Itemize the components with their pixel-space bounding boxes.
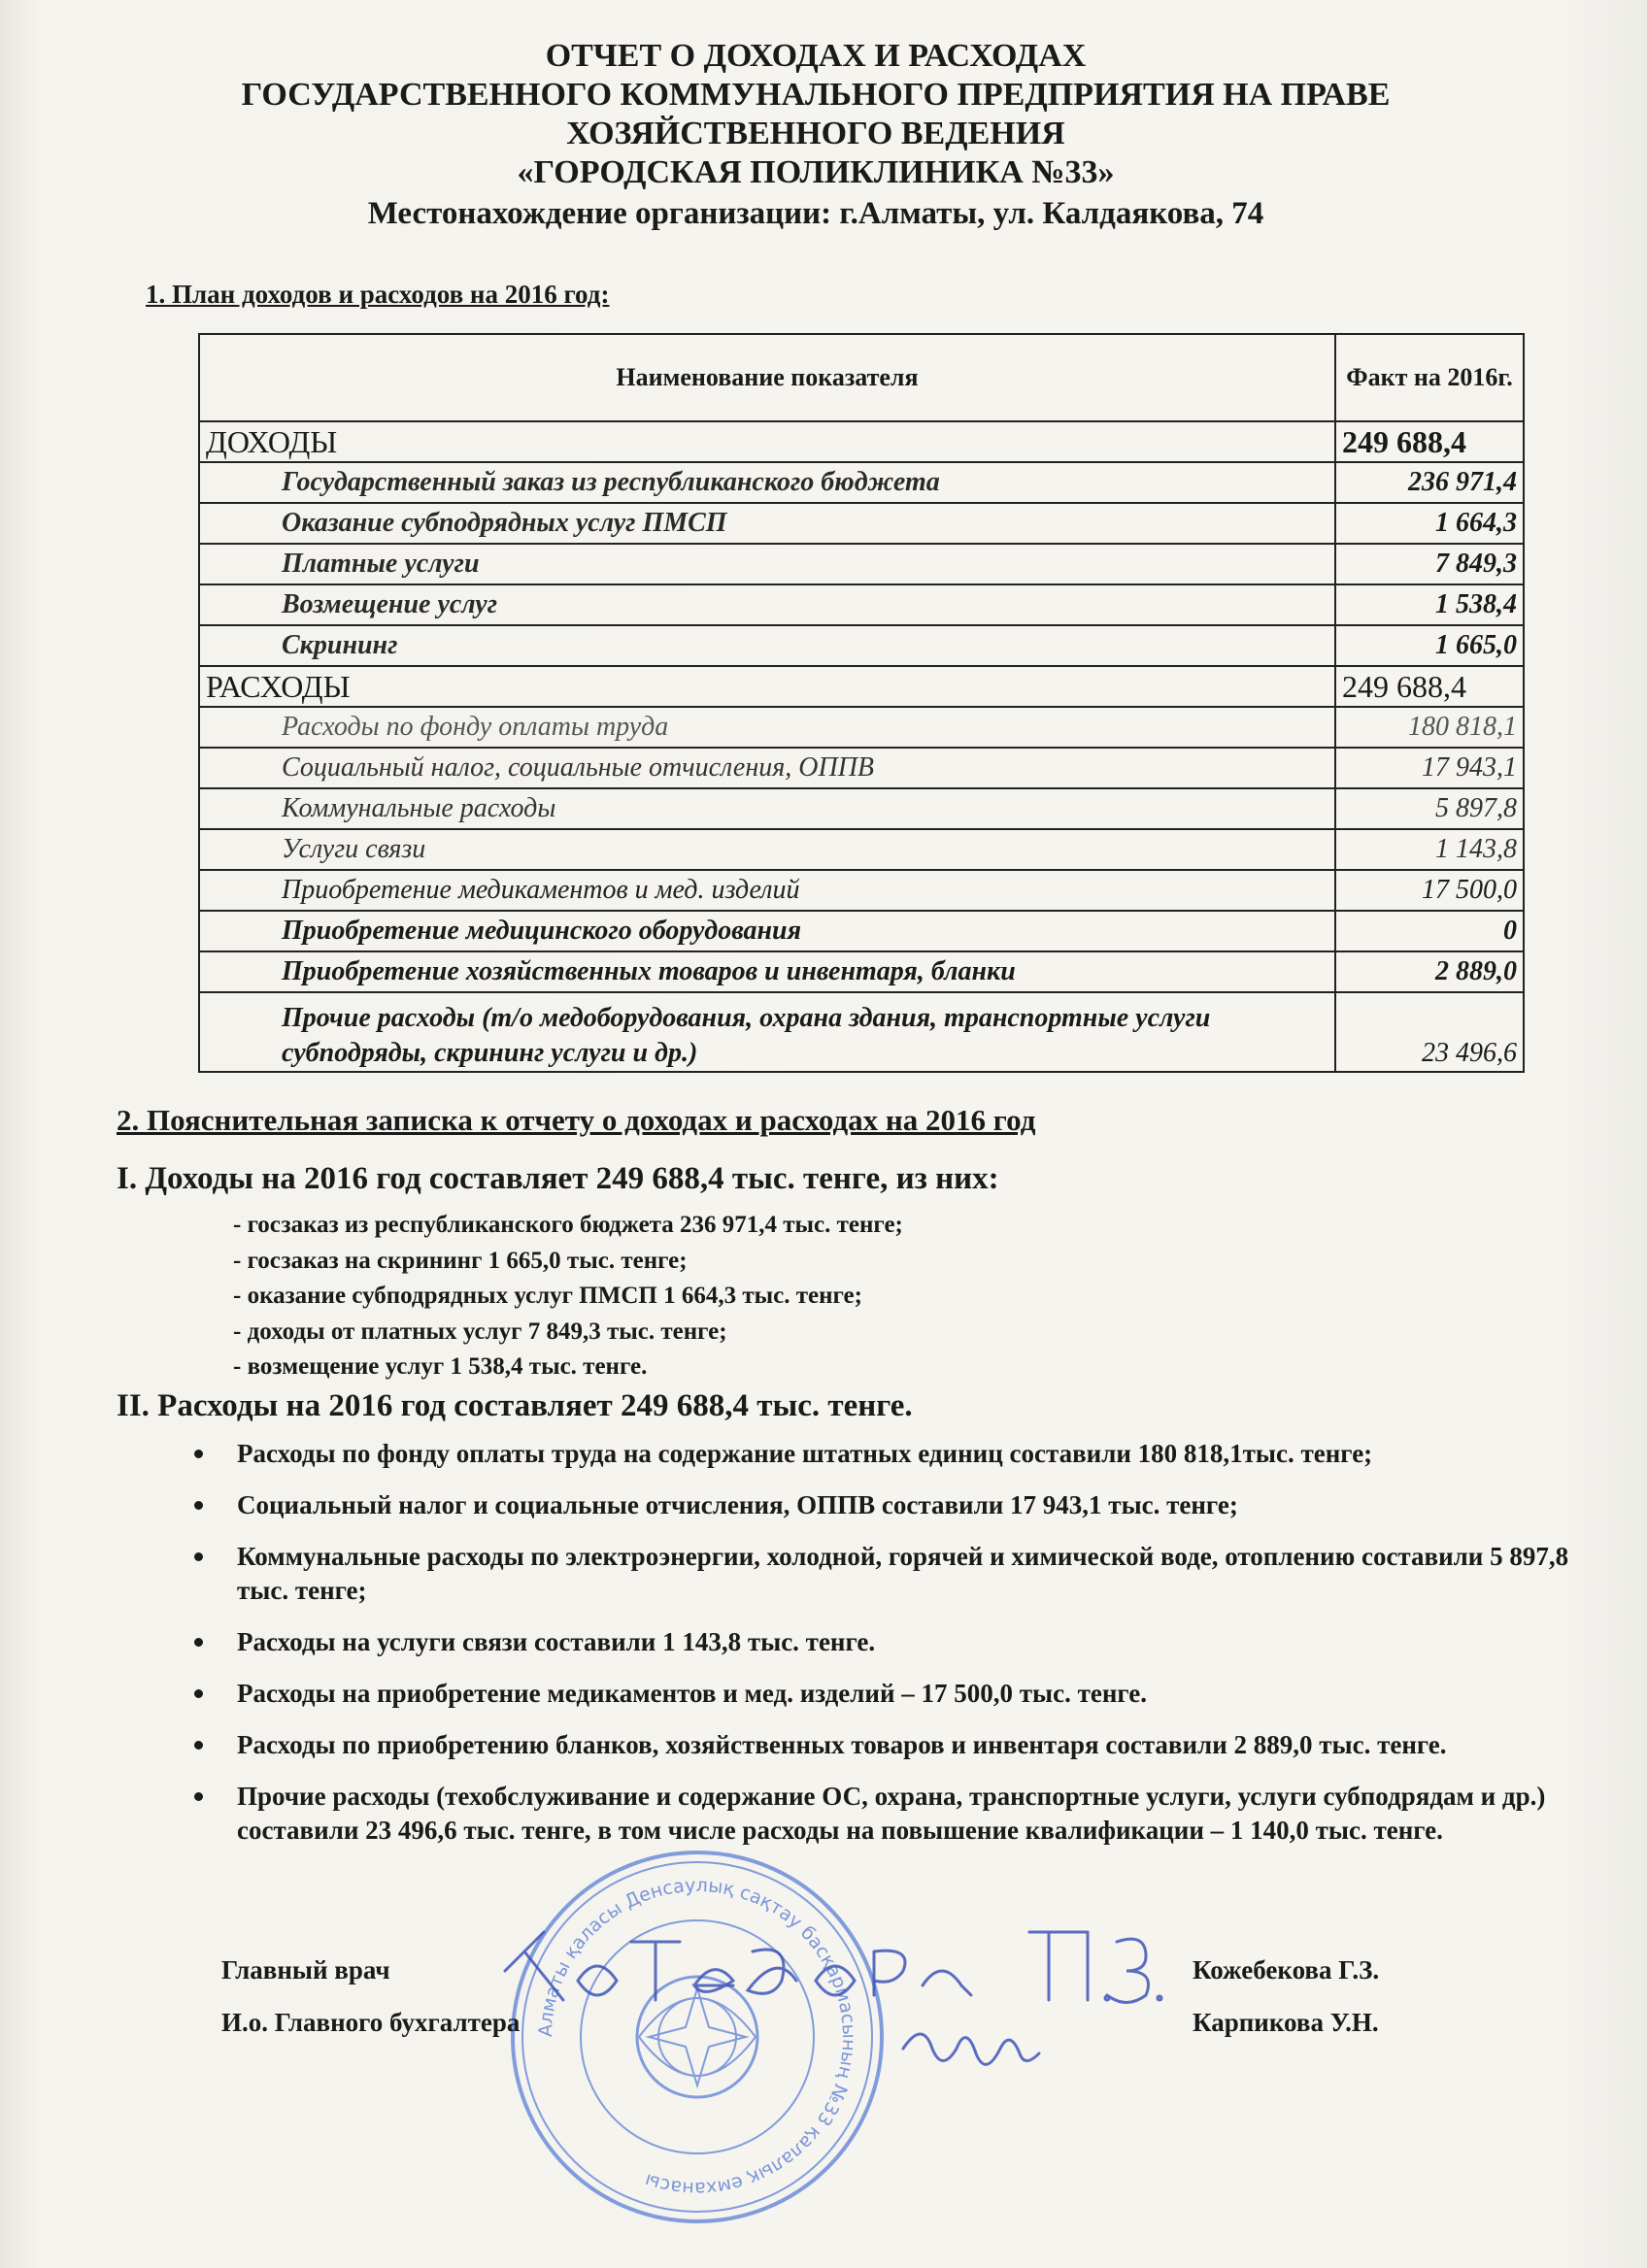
row-name: Прочие расходы (т/о медоборудования, охрана здания, транспортные услуги субподряды, скрининг услуги и др.) <box>199 992 1335 1072</box>
stamp-seal-icon <box>503 1843 891 2231</box>
table-row <box>199 584 1524 625</box>
list-item: - госзаказ на скрининг 1 665,0 тыс. тенге; <box>233 1247 688 1274</box>
row-name: Коммунальные расходы <box>199 788 1335 829</box>
report-title <box>194 37 1437 233</box>
row-value: 1 143,8 <box>1335 829 1524 870</box>
list-item: - доходы от платных услуг 7 849,3 тыс. тенге; <box>233 1317 727 1345</box>
row-name: Возмещение услуг <box>199 584 1335 625</box>
table-row <box>199 829 1524 870</box>
accountant-signature-icon <box>893 2019 1049 2078</box>
list-item-text: Расходы на услуги связи составили 1 143,8 тыс. тенге. <box>237 1627 876 1656</box>
table-row <box>199 462 1524 503</box>
table-header-row <box>199 334 1524 421</box>
column-header-value: Факт на 2016г. <box>1335 334 1524 421</box>
bullet-icon <box>194 1552 203 1561</box>
list-item <box>194 1488 1593 1522</box>
bullet-icon <box>194 1741 203 1750</box>
income-expense-table <box>198 333 1525 1073</box>
row-value: 5 897,8 <box>1335 788 1524 829</box>
table-row <box>199 870 1524 911</box>
table-row <box>199 503 1524 544</box>
bullet-icon <box>194 1501 203 1510</box>
list-item-text: Расходы по фонду оплаты труда на содержание штатных единиц составили 180 818,1тыс. тенге; <box>237 1439 1373 1468</box>
bullet-icon <box>194 1792 203 1801</box>
list-item <box>194 1728 1593 1762</box>
row-value: 2 889,0 <box>1335 951 1524 992</box>
section-2-heading: 2. Пояснительная записка к отчету о доходах и расходах на 2016 год <box>117 1103 1036 1137</box>
title-line-2: ГОСУДАРСТВЕННОГО КОММУНАЛЬНОГО ПРЕДПРИЯТИЯ НА ПРАВЕ <box>241 77 1391 113</box>
table-row <box>199 788 1524 829</box>
list-item-text: Прочие расходы (техобслуживание и содержание ОС, охрана, транспортные услуги, услуги субподрядам и др.) составили 23 496,6 тыс. тенге, в том числе расходы на повышение квалификации – 1 140,0 тыс. тенге. <box>237 1782 1546 1845</box>
stamp-text: Алматы қаласы Денсаулық сақтау басқармасының №33 қалалық емханасы <box>534 1874 860 2200</box>
list-item-text: Расходы на приобретение медикаментов и мед. изделий – 17 500,0 тыс. тенге. <box>237 1679 1148 1708</box>
income-total-value: 249 688,4 <box>1335 421 1524 462</box>
row-name: Услуги связи <box>199 829 1335 870</box>
row-value: 17 500,0 <box>1335 870 1524 911</box>
row-name: Приобретение медицинского оборудования <box>199 911 1335 951</box>
table-row <box>199 544 1524 584</box>
list-item: - возмещение услуг 1 538,4 тыс. тенге. <box>233 1353 648 1381</box>
row-name: Государственный заказ из республиканского бюджета <box>199 462 1335 503</box>
row-name: Социальный налог, социальные отчисления, ОППВ <box>199 748 1335 788</box>
list-item <box>194 1625 1593 1659</box>
table-row <box>199 625 1524 666</box>
title-line-3: ХОЗЯЙСТВЕННОГО ВЕДЕНИЯ <box>566 116 1065 151</box>
expense-summary-heading: II. Расходы на 2016 год составляет 249 688,4 тыс. тенге. <box>117 1388 913 1423</box>
accountant-name: Карпикова У.Н. <box>1193 2008 1379 2037</box>
table-row <box>199 911 1524 951</box>
column-header-name: Наименование показателя <box>199 334 1335 421</box>
list-item <box>194 1780 1593 1848</box>
row-name: Оказание субподрядных услуг ПМСП <box>199 503 1335 544</box>
handwritten-signature-icon <box>486 1913 1185 2019</box>
expense-breakdown-list <box>194 1437 1593 1865</box>
list-item: - госзаказ из республиканского бюджета 236 971,4 тыс. тенге; <box>233 1212 903 1238</box>
table-row <box>199 707 1524 748</box>
row-name: Платные услуги <box>199 544 1335 584</box>
list-item-text: Расходы по приобретению бланков, хозяйственных товаров и инвентаря составили 2 889,0 тыс. тенге. <box>237 1730 1447 1759</box>
bullet-icon <box>194 1450 203 1458</box>
row-value: 1 664,3 <box>1335 503 1524 544</box>
accountant-title: И.о. Главного бухгалтера <box>221 2008 521 2037</box>
row-name: Скрининг <box>199 625 1335 666</box>
list-item <box>194 1677 1593 1711</box>
income-label: ДОХОДЫ <box>199 421 1335 462</box>
row-value: 23 496,6 <box>1335 992 1524 1072</box>
list-item-text: Коммунальные расходы по электроэнергии, холодной, горячей и химической воде, отоплению составили 5 897,8 тыс. тенге; <box>237 1542 1569 1605</box>
title-line-4: «ГОРОДСКАЯ ПОЛИКЛИНИКА №33» <box>517 154 1115 190</box>
expense-total-row <box>199 666 1524 707</box>
list-item-text: Социальный налог и социальные отчисления, ОППВ составили 17 943,1 тыс. тенге; <box>237 1490 1238 1519</box>
row-value: 180 818,1 <box>1335 707 1524 748</box>
list-item <box>194 1540 1593 1608</box>
organization-location: Местонахождение организации: г.Алматы, ул. Калдаякова, 74 <box>367 196 1264 231</box>
row-value: 1 538,4 <box>1335 584 1524 625</box>
list-item: - оказание субподрядных услуг ПМСП 1 664,3 тыс. тенге; <box>233 1283 862 1310</box>
row-name: Расходы по фонду оплаты труда <box>199 707 1335 748</box>
chief-doctor-name: Кожебекова Г.З. <box>1193 1955 1380 1984</box>
row-value: 17 943,1 <box>1335 748 1524 788</box>
section-1-heading: 1. План доходов и расходов на 2016 год: <box>146 280 610 309</box>
row-value: 1 665,0 <box>1335 625 1524 666</box>
table-row <box>199 992 1524 1072</box>
bullet-icon <box>194 1689 203 1698</box>
title-line-1: ОТЧЕТ О ДОХОДАХ И РАСХОДАХ <box>545 38 1087 74</box>
chief-doctor-title: Главный врач <box>221 1955 390 1984</box>
bullet-icon <box>194 1638 203 1647</box>
table-row <box>199 748 1524 788</box>
expense-total-value: 249 688,4 <box>1335 666 1524 707</box>
income-breakdown-list <box>233 1208 1398 1385</box>
row-name: Приобретение медикаментов и мед. изделий <box>199 870 1335 911</box>
list-item <box>194 1437 1593 1471</box>
expense-label: РАСХОДЫ <box>199 666 1335 707</box>
row-value: 7 849,3 <box>1335 544 1524 584</box>
income-total-row <box>199 421 1524 462</box>
row-value: 236 971,4 <box>1335 462 1524 503</box>
row-value: 0 <box>1335 911 1524 951</box>
row-name: Приобретение хозяйственных товаров и инвентаря, бланки <box>199 951 1335 992</box>
table-row <box>199 951 1524 992</box>
income-summary-heading: I. Доходы на 2016 год составляет 249 688,4 тыс. тенге, из них: <box>117 1161 999 1196</box>
